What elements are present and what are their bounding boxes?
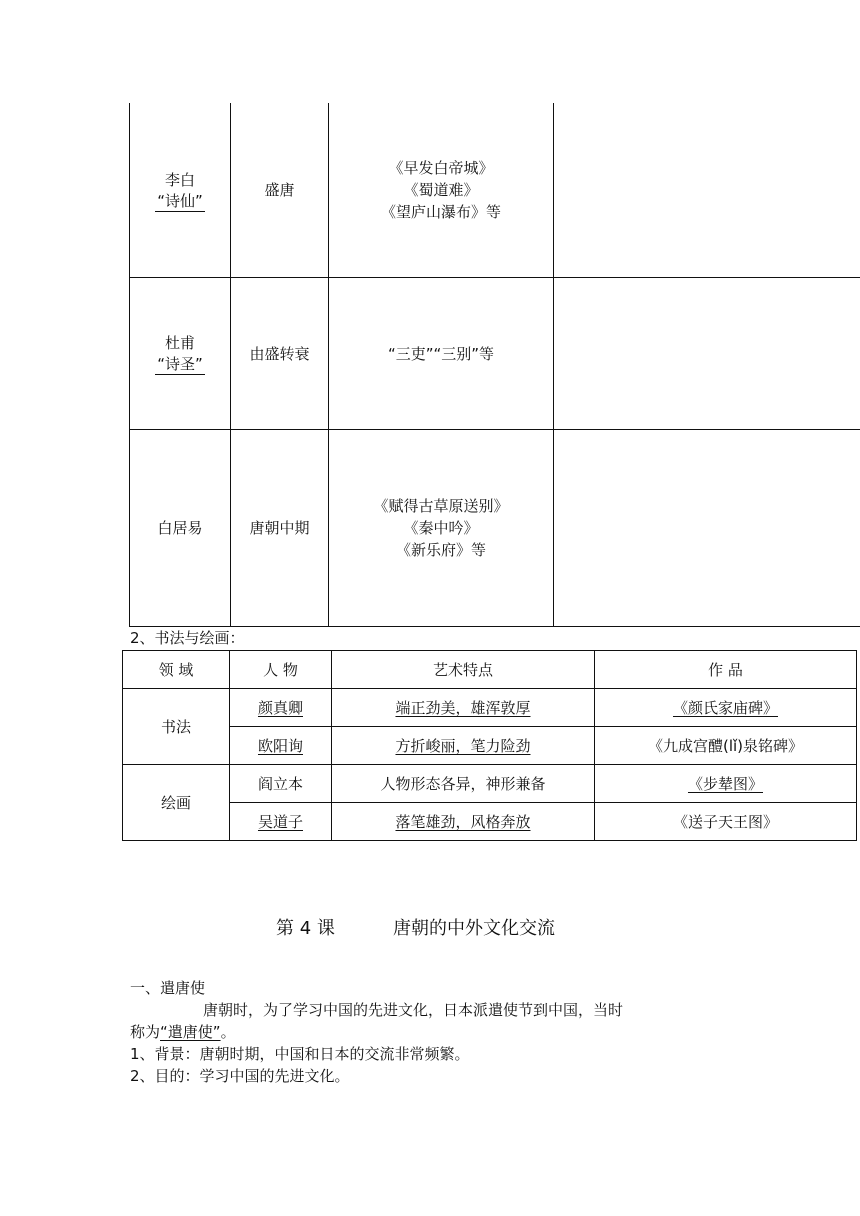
text-fragment: 称为: [130, 1023, 161, 1041]
arts-table: [122, 650, 857, 841]
header-work: 作 品: [595, 651, 857, 689]
paragraph-line: 唐朝时，为了学习中国的先进文化，日本派遣使节到中国，当时: [203, 1001, 624, 1019]
work-cell: 《九成宫醴(lǐ)泉铭碑》: [595, 727, 857, 765]
point-background: 1、背景：唐朝时期，中国和日本的交流非常频繁。: [130, 1045, 470, 1063]
lesson-title: 唐朝的中外文化交流: [393, 918, 555, 939]
poet-period: [231, 430, 328, 626]
paragraph-line: [130, 1021, 236, 1043]
poet-works: [329, 430, 553, 626]
person-cell: 欧阳询: [230, 727, 332, 765]
work-cell: 《步辇图》: [595, 765, 857, 803]
work-line: 《蜀道难》: [403, 181, 479, 199]
person-cell: 颜真卿: [230, 689, 332, 727]
work-line: 《赋得古草原送别》: [373, 497, 509, 515]
poet-period: [231, 278, 328, 429]
header-feature: 艺术特点: [332, 651, 595, 689]
period-text: 盛唐: [264, 181, 295, 199]
work-line: 《秦中吟》: [403, 519, 479, 537]
work-cell: 《颜氏家庙碑》: [595, 689, 857, 727]
poet-name-cell: [130, 103, 230, 277]
poet-works: [329, 103, 553, 277]
poet-period: [231, 103, 328, 277]
table-row: [123, 727, 857, 765]
poet-name: 李白: [164, 170, 195, 189]
work-line: 《新乐府》等: [395, 541, 486, 559]
field-cell: 书法: [123, 689, 230, 765]
section-heading: 2、书法与绘画：: [130, 629, 245, 647]
poet-name-cell: [130, 430, 230, 626]
field-cell: 绘画: [123, 765, 230, 841]
table-row: [123, 765, 857, 803]
work-line: 《望庐山瀑布》等: [380, 203, 501, 221]
poet-name: 杜甫: [164, 334, 195, 352]
poet-title: “诗圣”: [157, 355, 203, 373]
person-cell: 吴道子: [230, 803, 332, 841]
person-cell: 阎立本: [230, 765, 332, 803]
section-heading: 一、遣唐使: [130, 979, 206, 997]
work-line: 《早发白帝城》: [388, 159, 494, 177]
work-line: “三吏”“三别”等: [387, 344, 495, 363]
period-text: 由盛转衰: [249, 344, 310, 363]
poet-name: 白居易: [157, 519, 203, 537]
table-row: [123, 689, 857, 727]
point-purpose: 2、目的：学习中国的先进文化。: [130, 1067, 350, 1085]
lesson-number: 第 4 课: [276, 918, 335, 939]
feature-cell: 落笔雄劲，风格奔放: [332, 803, 595, 841]
poet-works: [329, 278, 553, 429]
feature-cell: 方折峻丽，笔力险劲: [332, 727, 595, 765]
header-person: 人 物: [230, 651, 332, 689]
key-term: “遣唐使”: [160, 1023, 221, 1041]
table-header-row: [123, 651, 857, 689]
header-field: 领 域: [123, 651, 230, 689]
poet-name-cell: [130, 278, 230, 429]
poets-table: [129, 103, 860, 627]
poet-title: “诗仙”: [157, 191, 203, 210]
period-text: 唐朝中期: [249, 519, 310, 537]
feature-cell: 人物形态各异，神形兼备: [332, 765, 595, 803]
text-fragment: 。: [220, 1023, 236, 1041]
table-row: [123, 803, 857, 841]
work-cell: 《送子天王图》: [595, 803, 857, 841]
feature-cell: 端正劲美，雄浑敦厚: [332, 689, 595, 727]
